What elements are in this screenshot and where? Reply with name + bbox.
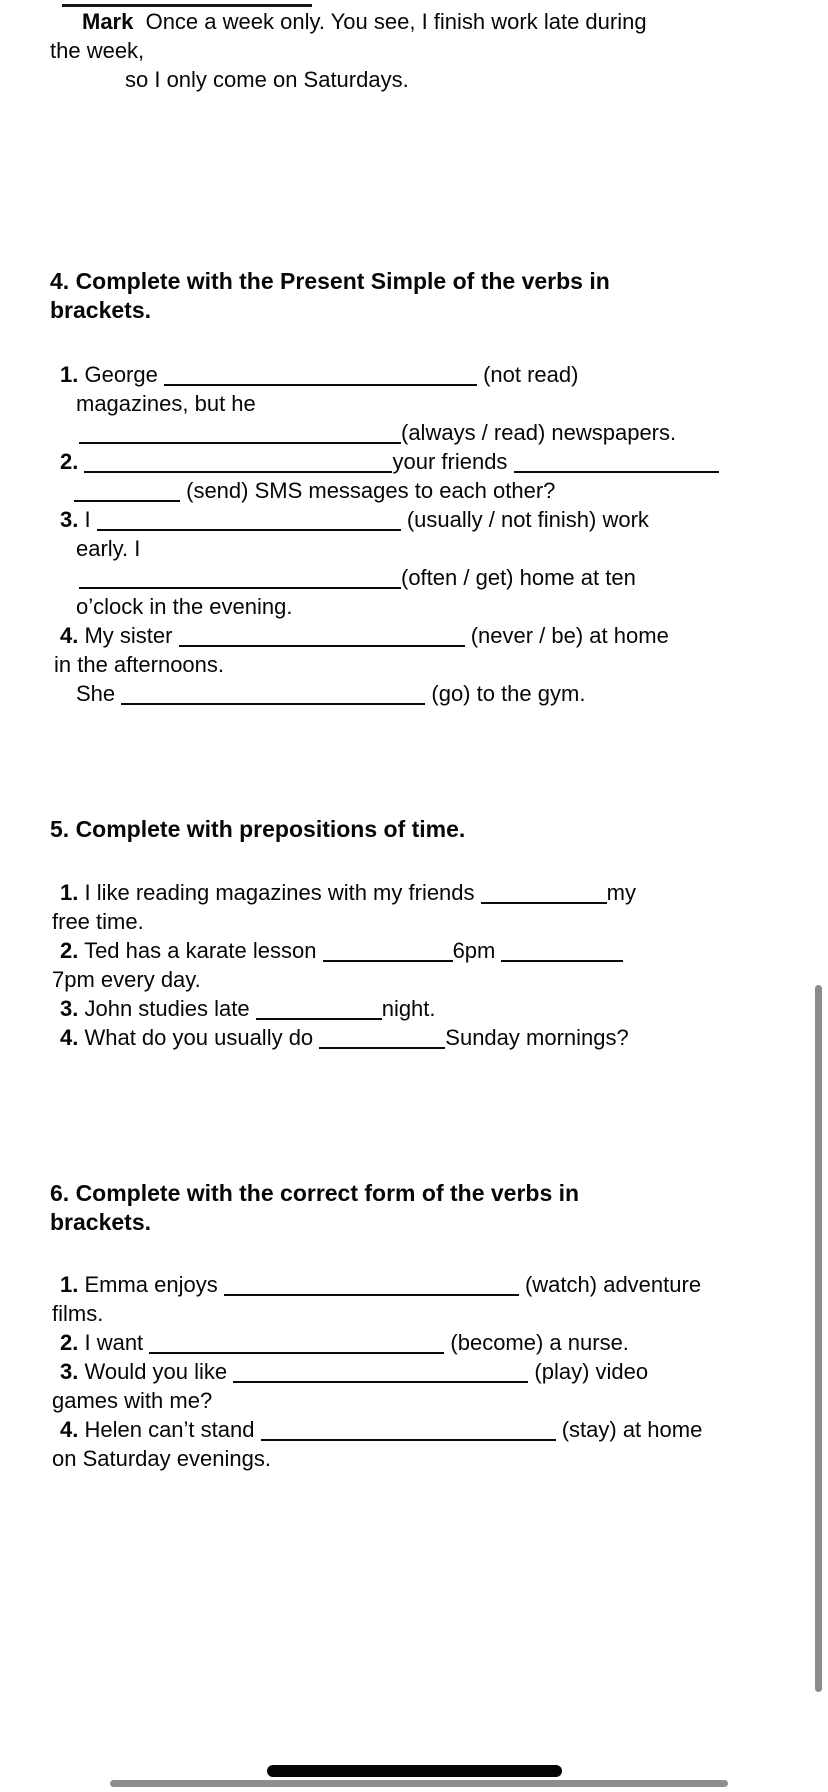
section-4-items-line <box>76 391 256 417</box>
text-segment: What do you usually do <box>78 1025 320 1050</box>
text-segment: on Saturday evenings. <box>52 1446 271 1471</box>
section-4-items-line <box>79 565 636 591</box>
section-6-items-line <box>52 1388 212 1414</box>
section-6-items-line <box>52 1446 271 1472</box>
text-segment: Ted has a karate lesson <box>78 938 323 963</box>
fill-in-blank <box>84 462 392 473</box>
section-4-items-line <box>74 478 555 504</box>
text-segment: Sunday mornings? <box>445 1025 629 1050</box>
fill-in-blank <box>164 375 477 386</box>
section-4-title-line <box>50 268 610 294</box>
fill-in-blank <box>79 433 401 444</box>
section-6-title-line <box>50 1209 151 1235</box>
section-4-items-line <box>79 420 676 446</box>
item-number: 4. <box>60 1417 79 1442</box>
text-segment: John studies late <box>78 996 256 1021</box>
section-4-items-line <box>60 449 719 475</box>
section-5-items-line <box>52 967 201 993</box>
item-number: 3. <box>60 507 79 532</box>
section-5-items-line <box>60 1025 629 1051</box>
text-segment: (become) a nurse. <box>444 1330 629 1355</box>
text-segment: the week, <box>50 38 145 63</box>
dialogue-line <box>50 38 144 64</box>
text-segment: games with me? <box>52 1388 213 1413</box>
section-6-items-line <box>60 1359 648 1385</box>
fill-in-blank <box>514 462 719 473</box>
text-segment: (watch) adventure <box>518 1272 702 1297</box>
section-5-title-line <box>50 816 465 842</box>
text-segment: my <box>606 880 636 905</box>
fill-in-blank <box>74 491 180 502</box>
text-segment: I <box>78 507 97 532</box>
text-segment: free time. <box>52 909 144 934</box>
section-4-items-line <box>76 681 585 707</box>
item-number: 1. <box>60 362 79 387</box>
text-segment: (go) to the gym. <box>425 681 586 706</box>
section-6-items-line <box>52 1301 103 1327</box>
section-4-items-line <box>54 652 224 678</box>
text-segment: 6. Complete with the correct form of the verbs in <box>50 1180 580 1206</box>
text-segment: so I only come on Saturdays. <box>125 67 409 92</box>
fill-in-blank <box>179 636 465 647</box>
text-segment: 4. Complete with the Present Simple of the verbs in <box>50 268 610 294</box>
text-segment: (send) SMS messages to each other? <box>180 478 556 503</box>
item-number: 2. <box>60 938 79 963</box>
text-segment: (usually / not finish) work <box>400 507 649 532</box>
text-segment: (stay) at home <box>555 1417 703 1442</box>
text-segment: My sister <box>78 623 179 648</box>
fill-in-blank <box>149 1343 444 1354</box>
text-segment: She <box>76 681 122 706</box>
item-number: Mark <box>82 9 134 34</box>
section-6-items-line <box>60 1330 629 1356</box>
text-segment: (not read) <box>476 362 579 387</box>
text-segment: (often / get) home at ten <box>401 565 636 590</box>
fill-in-blank <box>256 1009 382 1020</box>
text-segment: films. <box>52 1301 104 1326</box>
section-5-items-line <box>52 909 144 935</box>
item-number: 1. <box>60 1272 79 1297</box>
section-4-items-line <box>76 594 292 620</box>
fill-in-blank <box>79 578 401 589</box>
text-segment: your friends <box>392 449 514 474</box>
text-segment: I like reading magazines with my friends <box>78 880 481 905</box>
text-segment: brackets. <box>50 1209 152 1235</box>
section-6-items-line <box>60 1417 702 1443</box>
section-5-items-line <box>60 996 436 1022</box>
section-6-items-line <box>60 1272 701 1298</box>
text-segment: magazines, but he <box>76 391 256 416</box>
section-4-items-line <box>60 623 669 649</box>
section-4-items-line <box>60 507 649 533</box>
section-4-title-line <box>50 297 151 323</box>
text-segment: I want <box>78 1330 150 1355</box>
text-segment: 6pm <box>452 938 502 963</box>
item-number: 4. <box>60 623 79 648</box>
text-segment: Would you like <box>78 1359 234 1384</box>
text-segment: (never / be) at home <box>464 623 669 648</box>
text-segment: (play) video <box>528 1359 649 1384</box>
fill-in-blank <box>481 893 607 904</box>
dialogue-line <box>82 9 647 35</box>
item-number: 2. <box>60 449 79 474</box>
text-segment: 7pm every day. <box>52 967 201 992</box>
fill-in-blank <box>261 1430 556 1441</box>
top-rule <box>62 4 312 7</box>
text-segment: night. <box>381 996 436 1021</box>
item-number: 3. <box>60 1359 79 1384</box>
section-5-items-line <box>60 880 636 906</box>
text-segment: o’clock in the evening. <box>76 594 293 619</box>
scrollbar-thumb[interactable] <box>815 985 822 1692</box>
fill-in-blank <box>501 951 623 962</box>
text-segment: (always / read) newspapers. <box>401 420 677 445</box>
fill-in-blank <box>224 1285 519 1296</box>
item-number: 2. <box>60 1330 79 1355</box>
home-indicator[interactable] <box>267 1765 562 1777</box>
fill-in-blank <box>319 1038 445 1049</box>
text-segment: 5. Complete with prepositions of time. <box>50 816 466 842</box>
item-number: 1. <box>60 880 79 905</box>
fill-in-blank <box>323 951 453 962</box>
fill-in-blank <box>233 1372 528 1383</box>
item-number: 3. <box>60 996 79 1021</box>
text-segment: in the afternoons. <box>54 652 225 677</box>
section-5-items-line <box>60 938 623 964</box>
text-segment: George <box>78 362 164 387</box>
fill-in-blank <box>121 694 425 705</box>
item-number: 4. <box>60 1025 79 1050</box>
text-segment: early. I <box>76 536 141 561</box>
section-6-title-line <box>50 1180 579 1206</box>
text-segment: Emma enjoys <box>78 1272 224 1297</box>
text-segment: Once a week only. You see, I finish work late during <box>133 9 647 34</box>
section-4-items-line <box>76 536 140 562</box>
bottom-rule <box>110 1780 728 1787</box>
section-4-items-line <box>60 362 578 388</box>
text-segment: brackets. <box>50 297 152 323</box>
dialogue-line <box>125 67 409 93</box>
fill-in-blank <box>97 520 401 531</box>
text-segment: Helen can’t stand <box>78 1417 261 1442</box>
